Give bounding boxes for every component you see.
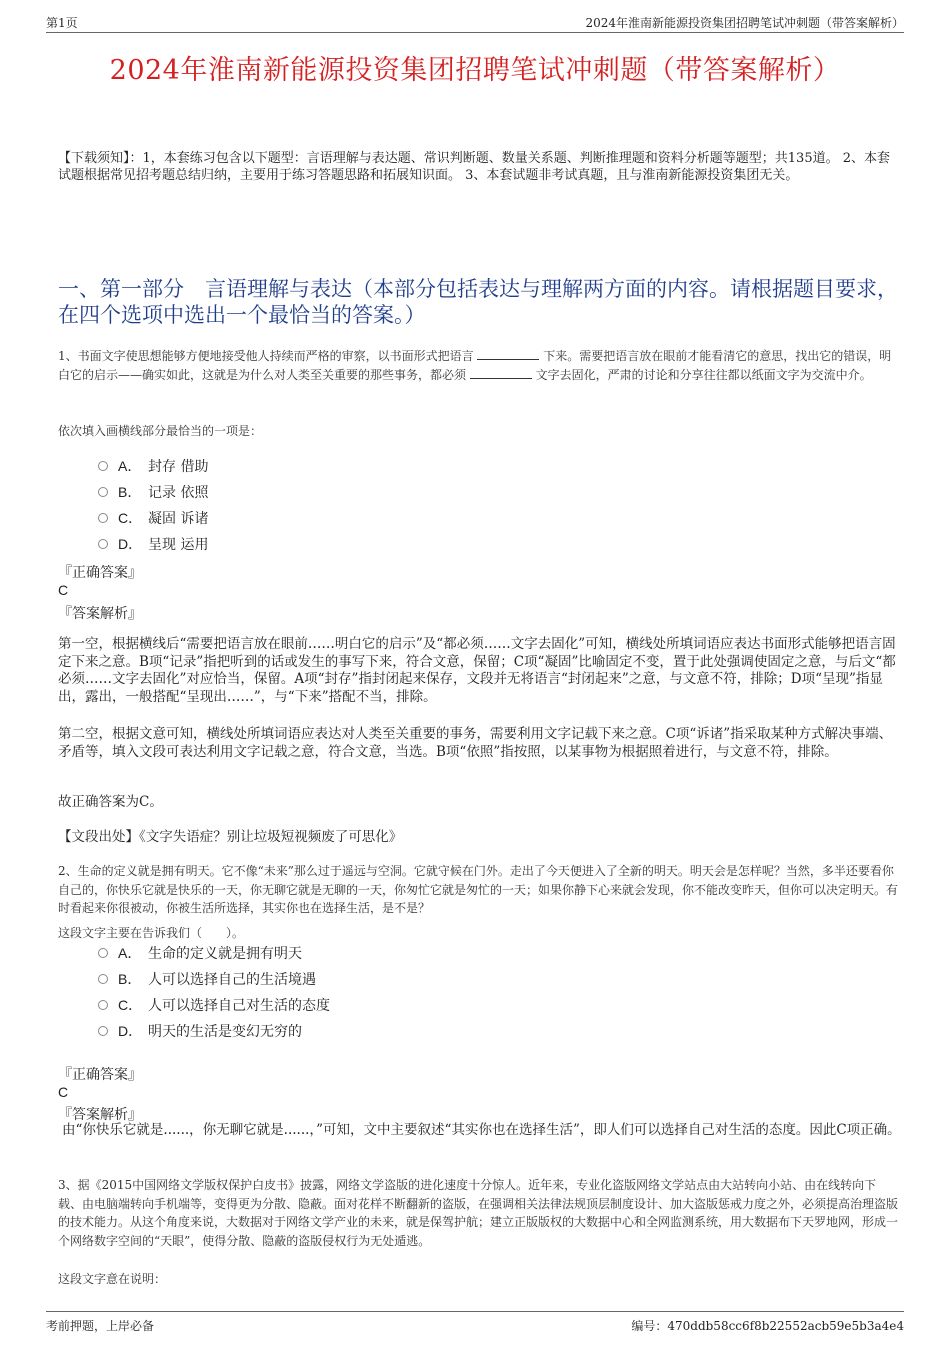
page-number: 第1页 bbox=[46, 16, 78, 30]
option-a[interactable]: A． 封存 借助 bbox=[98, 453, 208, 479]
question-3-text: 3、据《2015中国网络文学版权保护白皮书》披露，网络文学盗版的进化速度十分惊人。近年来，专业化盗版网络文学站点由大站转向小站、由在线转向下载、由电脑端转向手机端等，变得更为分散、隐蔽。面对花样不断翻新的盗版，在强调相关法律法规顶层制度设计、加大盗版惩戒力度之外，必须提高治理盗版的技术能力。从这个角度来说，大数据对于网络文学产业的未来，就是保驾护航；建立正版版权的大数据中心和全网监测系统，用大数据布下天罗地网，形成一个网络数字空间的“天眼”，使得分散、隐蔽的盗版侵权行为无处遁逃。 bbox=[58, 1178, 899, 1248]
radio-icon[interactable] bbox=[98, 539, 108, 549]
question-1-text: 1、书面文字使思想能够方便地接受他人持续而严格的审察，以书面形式把语言 下来。需要把语言放在眼前才能看清它的意思，找出它的错误，明白它的启示——确实如此，这就是为什么对人类至关重要的那些事务，都必须 文字去固化，严肃的讨论和分享往往都以纸面文字为交流中介。 bbox=[58, 349, 892, 382]
question-3-prompt: 这段文字意在说明： bbox=[58, 1272, 167, 1286]
answer-label: 『正确答案』 bbox=[58, 565, 142, 581]
question-2-prompt: 这段文字主要在告诉我们（ ）。 bbox=[58, 926, 245, 940]
option-c[interactable]: C． 凝固 诉诸 bbox=[98, 505, 208, 531]
radio-icon[interactable] bbox=[98, 1026, 108, 1036]
analysis-paragraph-1: 第一空，根据横线后“需要把语言放在眼前……明白它的启示”及“都必须……文字去固化”可知，横线处所填词语应表达书面形式能够把语言固定下来之意。B项“记录”指把听到的话或发生的事写下来，符合文意，保留；C项“凝固”比喻固定不变，置于此处强调使固定之意，与后文“都必须……文字去固化”对应恰当，保留。A项“封存”指封闭起来保存，文段并无将语言“封闭起来”之意，与文意不符，排除；D项“呈现”指显出，露出，一般搭配“呈现出……”，与“下来”搭配不当，排除。 bbox=[58, 636, 896, 705]
header-doc-title: 2024年淮南新能源投资集团招聘笔试冲刺题（带答案解析） bbox=[585, 16, 904, 30]
correct-answer: C bbox=[58, 1084, 69, 1100]
option-a[interactable]: A． 生命的定义就是拥有明天 bbox=[98, 940, 330, 966]
page-title: 2024年淮南新能源投资集团招聘笔试冲刺题（带答案解析） bbox=[109, 55, 841, 86]
option-b[interactable]: B． 记录 依照 bbox=[98, 479, 208, 505]
radio-icon[interactable] bbox=[98, 513, 108, 523]
option-c[interactable]: C． 人可以选择自己对生活的态度 bbox=[98, 992, 330, 1018]
footer-slogan: 考前押题，上岸必备 bbox=[46, 1319, 155, 1333]
answer-label: 『正确答案』 bbox=[58, 1067, 142, 1083]
question-1-prompt: 依次填入画横线部分最恰当的一项是： bbox=[58, 424, 263, 438]
option-d[interactable]: D． 呈现 运用 bbox=[98, 531, 208, 557]
analysis-label: 『答案解析』 bbox=[58, 1107, 142, 1123]
radio-icon[interactable] bbox=[98, 461, 108, 471]
page-header bbox=[46, 14, 904, 33]
radio-icon[interactable] bbox=[98, 487, 108, 497]
question-1-options bbox=[98, 453, 208, 557]
question-2-text: 2、生命的定义就是拥有明天。它不像“未来”那么过于遥远与空洞。它就守候在门外。走出了今天便进入了全新的明天。明天会是怎样呢？当然，多半还要看你自己的，你快乐它就是快乐的一天，你无聊它就是无聊的一天，你匆忙它就是匆忙的一天；如果你静下心来就会发现，你不能改变昨天，但你可以决定明天。有时看起来你很被动，你被生活所选择，其实你也在选择生活，是不是？ bbox=[58, 864, 899, 915]
source-citation: 【文段出处】《文字失语症？别让垃圾短视频废了可思化》 bbox=[58, 829, 403, 845]
radio-icon[interactable] bbox=[98, 948, 108, 958]
fill-blank-2 bbox=[470, 366, 532, 379]
question-2-options bbox=[98, 940, 330, 1044]
document-id: 编号：470ddb58cc6f8b22552acb59e5b3a4e4 bbox=[631, 1319, 904, 1333]
download-notice: 【下载须知】：1，本套练习包含以下题型：言语理解与表达题、常识判断题、数量关系题、判断推理题和资料分析题等题型；共135道。 2、本套试题根据常见招考题总结归纳，主要用于练习答题思路和拓展知识面。 3、本套试题非考试真题，且与淮南新能源投资集团无关。 bbox=[58, 151, 890, 183]
option-b[interactable]: B． 人可以选择自己的生活境遇 bbox=[98, 966, 330, 992]
analysis-label: 『答案解析』 bbox=[58, 606, 142, 622]
analysis-paragraph-2: 第二空，根据文意可知，横线处所填词语应表达对人类至关重要的事务，需要利用文字记载下来之意。C项“诉诸”指采取某种方式解决事端、矛盾等，填入文段可表达利用文字记载之意，符合文意，当选。B项“依照”指按照，以某事物为根据照着进行，与文意不符，排除。 bbox=[58, 726, 893, 760]
option-d[interactable]: D． 明天的生活是变幻无穷的 bbox=[98, 1018, 330, 1044]
section-heading: 一、第一部分 言语理解与表达（本部分包括表达与理解两方面的内容。请根据题目要求，在四个选项中选出一个最恰当的答案。） bbox=[58, 277, 898, 327]
analysis-conclusion: 故正确答案为C。 bbox=[58, 794, 163, 810]
analysis-paragraph: 由“你快乐它就是......，你无聊它就是......，”可知，文中主要叙述“其实你也在选择生活”，即人们可以选择自己对生活的态度。因此C项正确。 bbox=[62, 1122, 901, 1138]
radio-icon[interactable] bbox=[98, 1000, 108, 1010]
correct-answer: C bbox=[58, 582, 69, 598]
radio-icon[interactable] bbox=[98, 974, 108, 984]
fill-blank-1 bbox=[477, 347, 539, 360]
page-footer bbox=[46, 1311, 904, 1332]
